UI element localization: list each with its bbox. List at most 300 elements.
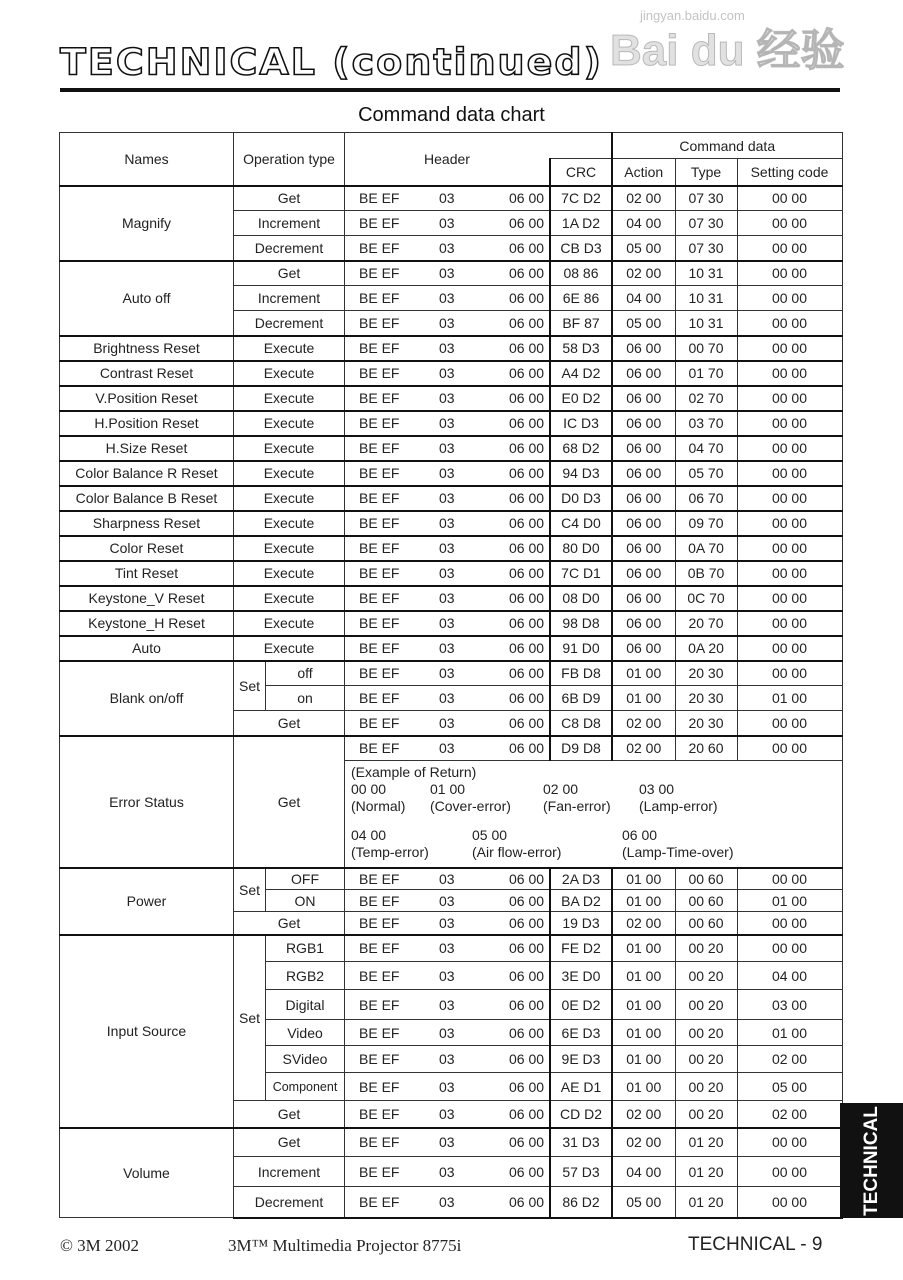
operation-type: Execute (234, 511, 345, 536)
header-bytes (345, 912, 551, 935)
header-bytes (345, 1020, 551, 1046)
header-bytes-group (345, 968, 549, 984)
header-bytes (345, 261, 551, 286)
action-value: 04 00 (612, 286, 675, 311)
action-value: 06 00 (612, 611, 675, 636)
type-value: 00 20 (675, 990, 737, 1020)
crc-value: 94 D3 (550, 461, 612, 486)
type-value: 20 30 (675, 711, 737, 736)
crc-value: 7C D2 (550, 186, 612, 211)
header-byte: BE EF (359, 1024, 400, 1041)
setting-code-value: 00 00 (737, 935, 842, 962)
table-row (60, 461, 843, 486)
operation-type: Execute (234, 336, 345, 361)
header-byte: 03 (439, 1134, 455, 1151)
operation-type: Execute (234, 386, 345, 411)
command-name: Error Status (60, 736, 234, 868)
header-byte: 06 00 (509, 590, 545, 606)
table-row (60, 336, 843, 361)
setting-code-value: 00 00 (737, 236, 842, 261)
table-row (60, 636, 843, 661)
command-name: Color Balance R Reset (60, 461, 234, 486)
header-byte: BE EF (359, 515, 400, 531)
setting-code-value: 01 00 (737, 890, 842, 912)
crc-value: 9E D3 (550, 1046, 612, 1073)
example-value: 04 00 (351, 827, 387, 843)
header-byte: BE EF (359, 1193, 400, 1210)
header-byte: 03 (439, 540, 455, 556)
header-bytes (345, 1157, 551, 1187)
setting-code-value: 00 00 (737, 536, 842, 561)
command-name: V.Position Reset (60, 386, 234, 411)
header-byte: 03 (439, 465, 455, 481)
setting-code-value: 00 00 (737, 611, 842, 636)
table-row (60, 486, 843, 511)
header-byte: BE EF (359, 1078, 400, 1095)
command-name: Magnify (60, 186, 234, 261)
header-byte: 03 (439, 565, 455, 581)
setting-code-value: 00 00 (737, 211, 842, 236)
action-value: 01 00 (612, 890, 675, 912)
crc-value: 1A D2 (550, 211, 612, 236)
table-row (60, 935, 843, 962)
header-byte: BE EF (359, 615, 400, 631)
type-value: 04 70 (675, 436, 737, 461)
setting-code-value: 00 00 (737, 286, 842, 311)
table-row (60, 1128, 843, 1157)
header-byte: 06 00 (509, 940, 545, 957)
header-byte: 06 00 (509, 690, 545, 706)
header-byte: 06 00 (509, 540, 545, 556)
type-value: 00 60 (675, 868, 737, 890)
header-byte: BE EF (359, 870, 400, 887)
example-line (351, 844, 836, 861)
header-byte: 06 00 (509, 996, 545, 1013)
header-byte: BE EF (359, 590, 400, 606)
header-byte: 06 00 (509, 892, 545, 909)
header-bytes (345, 990, 551, 1020)
table-row (60, 361, 843, 386)
header-bytes-group (345, 940, 549, 956)
col-header-header: Header (345, 133, 551, 186)
table-row (60, 736, 843, 761)
setting-code-value: 00 00 (737, 1128, 842, 1157)
crc-value: BF 87 (550, 311, 612, 336)
header-byte: 06 00 (509, 565, 545, 581)
section-tab-label: TECHNICAL (860, 1105, 882, 1216)
header-byte: BE EF (359, 440, 400, 456)
type-value: 01 20 (675, 1128, 737, 1157)
spacer (351, 815, 836, 827)
header-byte: BE EF (359, 490, 400, 506)
header-bytes-group (345, 997, 549, 1013)
col-header-setting-code: Setting code (737, 159, 842, 186)
example-value: 02 00 (543, 781, 579, 797)
header-byte: 06 00 (509, 665, 545, 682)
header-byte: 03 (439, 290, 455, 306)
header-bytes (345, 1073, 551, 1101)
setting-code-value: 00 00 (737, 912, 842, 935)
header-bytes-group (345, 540, 549, 556)
command-data-table (59, 132, 843, 1219)
header-byte: 06 00 (509, 290, 545, 306)
action-value: 01 00 (612, 990, 675, 1020)
example-value: 03 00 (639, 781, 675, 797)
crc-value: 08 D0 (550, 586, 612, 611)
type-value: 01 20 (675, 1157, 737, 1187)
example-line (351, 798, 836, 815)
table-row (60, 261, 843, 286)
type-value: 00 20 (675, 1020, 737, 1046)
header-bytes-group (345, 240, 549, 256)
crc-value: 31 D3 (550, 1128, 612, 1157)
action-value: 01 00 (612, 868, 675, 890)
operation-type: Execute (234, 636, 345, 661)
type-value: 07 30 (675, 211, 737, 236)
header-byte: 06 00 (509, 515, 545, 531)
table-row (60, 186, 843, 211)
type-value: 00 20 (675, 1073, 737, 1101)
example-title: (Example of Return) (351, 764, 477, 780)
action-value: 06 00 (612, 461, 675, 486)
operation-subtype: off (266, 661, 345, 686)
header-bytes-group (345, 1134, 549, 1150)
setting-code-value: 00 00 (737, 561, 842, 586)
title-rule (60, 88, 840, 92)
crc-value: CD D2 (550, 1101, 612, 1128)
crc-value: 58 D3 (550, 336, 612, 361)
type-value: 01 70 (675, 361, 737, 386)
header-bytes-group (345, 1025, 549, 1041)
header-bytes (345, 1046, 551, 1073)
operation-type: Decrement (234, 1187, 345, 1218)
setting-code-value: 00 00 (737, 311, 842, 336)
command-name: Auto (60, 636, 234, 661)
example-value: (Cover-error) (430, 798, 511, 814)
set-label: Set (234, 935, 266, 1101)
crc-value: AE D1 (550, 1073, 612, 1101)
action-value: 01 00 (612, 1046, 675, 1073)
action-value: 01 00 (612, 962, 675, 990)
action-value: 06 00 (612, 636, 675, 661)
setting-code-value: 00 00 (737, 1187, 842, 1218)
setting-code-value: 01 00 (737, 686, 842, 711)
table-row (60, 561, 843, 586)
action-value: 06 00 (612, 486, 675, 511)
header-byte: 03 (439, 365, 455, 381)
type-value: 01 20 (675, 1187, 737, 1218)
header-bytes (345, 935, 551, 962)
table-row (60, 511, 843, 536)
crc-value: BA D2 (550, 890, 612, 912)
header-byte: 06 00 (509, 714, 545, 731)
header-byte: BE EF (359, 1051, 400, 1067)
table-row (60, 611, 843, 636)
table-row (60, 536, 843, 561)
header-byte: BE EF (359, 967, 400, 984)
header-bytes (345, 1128, 551, 1157)
header-byte: 03 (439, 239, 455, 256)
command-name: Keystone_H Reset (60, 611, 234, 636)
header-bytes-group (345, 615, 549, 631)
action-value: 02 00 (612, 1101, 675, 1128)
header-byte: BE EF (359, 892, 400, 909)
action-value: 01 00 (612, 935, 675, 962)
operation-type: Decrement (234, 236, 345, 261)
example-value: (Lamp-error) (639, 798, 718, 814)
table-row (60, 586, 843, 611)
page-title: TECHNICAL (continued) (60, 41, 603, 83)
header-byte: 03 (439, 615, 455, 631)
header-byte: 06 00 (509, 1134, 545, 1151)
action-value: 01 00 (612, 1020, 675, 1046)
command-name: Input Source (60, 935, 234, 1128)
table-row (60, 868, 843, 890)
type-value: 10 31 (675, 311, 737, 336)
setting-code-value: 00 00 (737, 386, 842, 411)
crc-value: D9 D8 (550, 736, 612, 761)
header-bytes-group (345, 871, 549, 887)
header-byte: 03 (439, 996, 455, 1013)
command-name: Color Balance B Reset (60, 486, 234, 511)
setting-code-value: 04 00 (737, 962, 842, 990)
action-value: 05 00 (612, 236, 675, 261)
header-bytes-group (345, 665, 549, 681)
header-byte: 06 00 (509, 365, 545, 381)
type-value: 0B 70 (675, 561, 737, 586)
type-value: 00 20 (675, 935, 737, 962)
header-bytes-group (345, 390, 549, 406)
header-byte: 03 (439, 967, 455, 984)
header-bytes (345, 1187, 551, 1218)
setting-code-value: 00 00 (737, 868, 842, 890)
header-bytes-group (345, 340, 549, 356)
example-value: 00 00 (351, 781, 387, 797)
action-value: 06 00 (612, 561, 675, 586)
header-byte: BE EF (359, 365, 400, 381)
setting-code-value: 05 00 (737, 1073, 842, 1101)
example-value: (Fan-error) (543, 798, 611, 814)
col-header-command-data: Command data (612, 133, 842, 159)
watermark-logo: Bai du 经验 (610, 26, 845, 75)
crc-value: 80 D0 (550, 536, 612, 561)
header-byte: 03 (439, 640, 455, 656)
command-name: Auto off (60, 261, 234, 336)
header-byte: 06 00 (509, 1193, 545, 1210)
header-bytes (345, 411, 551, 436)
header-byte: 03 (439, 740, 455, 757)
header-byte: BE EF (359, 340, 400, 356)
command-name: Contrast Reset (60, 361, 234, 386)
header-byte: 03 (439, 870, 455, 887)
header-byte: 03 (439, 714, 455, 731)
header-byte: 06 00 (509, 465, 545, 481)
table-row (60, 386, 843, 411)
header-byte: 03 (439, 440, 455, 456)
header-bytes (345, 486, 551, 511)
setting-code-value: 00 00 (737, 336, 842, 361)
header-bytes (345, 686, 551, 711)
header-byte: 03 (439, 1078, 455, 1095)
operation-subtype: Video (266, 1020, 345, 1046)
crc-value: FE D2 (550, 935, 612, 962)
crc-value: 19 D3 (550, 912, 612, 935)
example-value: (Air flow-error) (472, 844, 562, 860)
action-value: 05 00 (612, 1187, 675, 1218)
crc-value: 0E D2 (550, 990, 612, 1020)
header-byte: 03 (439, 314, 455, 331)
header-byte: BE EF (359, 190, 400, 207)
action-value: 04 00 (612, 1157, 675, 1187)
setting-code-value: 00 00 (737, 486, 842, 511)
type-value: 0A 70 (675, 536, 737, 561)
header-byte: 06 00 (509, 914, 545, 931)
command-name: H.Size Reset (60, 436, 234, 461)
header-byte: BE EF (359, 314, 400, 331)
col-header-crc: CRC (550, 159, 612, 186)
header-byte: 03 (439, 190, 455, 207)
operation-subtype: Digital (266, 990, 345, 1020)
action-value: 06 00 (612, 436, 675, 461)
header-bytes (345, 736, 551, 761)
operation-type: Get (234, 261, 345, 286)
action-value: 02 00 (612, 711, 675, 736)
action-value: 06 00 (612, 511, 675, 536)
setting-code-value: 00 00 (737, 461, 842, 486)
watermark-url: jingyan.baidu.com (640, 8, 745, 23)
header-bytes-group (345, 415, 549, 431)
header-byte: BE EF (359, 690, 400, 706)
header-byte: BE EF (359, 1163, 400, 1180)
header-byte: 03 (439, 1105, 455, 1122)
col-header-type: Type (675, 159, 737, 186)
header-byte: 06 00 (509, 440, 545, 456)
header-bytes-group (345, 365, 549, 381)
operation-type: Get (234, 736, 345, 868)
setting-code-value: 00 00 (737, 361, 842, 386)
header-byte: BE EF (359, 996, 400, 1013)
setting-code-value: 00 00 (737, 636, 842, 661)
header-byte: 06 00 (509, 870, 545, 887)
operation-type: Execute (234, 536, 345, 561)
header-byte: 03 (439, 940, 455, 957)
header-bytes (345, 586, 551, 611)
header-bytes (345, 536, 551, 561)
header-bytes (345, 661, 551, 686)
type-value: 05 70 (675, 461, 737, 486)
example-of-return (345, 761, 843, 868)
operation-type: Increment (234, 1157, 345, 1187)
operation-type: Execute (234, 586, 345, 611)
crc-value: 2A D3 (550, 868, 612, 890)
operation-type: Execute (234, 561, 345, 586)
col-header-operation-type: Operation type (234, 133, 345, 186)
header-byte: 06 00 (509, 340, 545, 356)
operation-type: Get (234, 186, 345, 211)
header-bytes-group (345, 1079, 549, 1095)
setting-code-value: 00 00 (737, 661, 842, 686)
header-bytes (345, 311, 551, 336)
crc-value: CB D3 (550, 236, 612, 261)
header-bytes-group (345, 915, 549, 931)
header-bytes (345, 461, 551, 486)
header-byte: 03 (439, 892, 455, 909)
action-value: 06 00 (612, 411, 675, 436)
operation-type: Increment (234, 286, 345, 311)
header-byte: 03 (439, 415, 455, 431)
header-byte: 03 (439, 215, 455, 231)
action-value: 06 00 (612, 336, 675, 361)
setting-code-value: 02 00 (737, 1101, 842, 1128)
command-name: Color Reset (60, 536, 234, 561)
type-value: 00 60 (675, 890, 737, 912)
header-byte: 03 (439, 340, 455, 356)
example-value: (Lamp-Time-over) (622, 844, 734, 860)
header-byte: 06 00 (509, 490, 545, 506)
header-byte: 06 00 (509, 215, 545, 231)
operation-type: Execute (234, 611, 345, 636)
header-byte: BE EF (359, 565, 400, 581)
type-value: 00 20 (675, 1046, 737, 1073)
setting-code-value: 00 00 (737, 586, 842, 611)
setting-code-value: 00 00 (737, 436, 842, 461)
header-byte: 06 00 (509, 740, 545, 757)
header-bytes-group (345, 740, 549, 756)
crc-value: 57 D3 (550, 1157, 612, 1187)
header-byte: BE EF (359, 540, 400, 556)
example-value: 06 00 (622, 827, 658, 843)
crc-value: A4 D2 (550, 361, 612, 386)
setting-code-value: 00 00 (737, 261, 842, 286)
header-byte: 06 00 (509, 314, 545, 331)
header-bytes (345, 211, 551, 236)
col-header-names: Names (60, 133, 234, 186)
action-value: 06 00 (612, 536, 675, 561)
type-value: 07 30 (675, 186, 737, 211)
command-name: H.Position Reset (60, 411, 234, 436)
header-byte: 06 00 (509, 415, 545, 431)
header-bytes-group (345, 190, 549, 206)
crc-value: 6E 86 (550, 286, 612, 311)
crc-value: 08 86 (550, 261, 612, 286)
crc-value: D0 D3 (550, 486, 612, 511)
type-value: 20 70 (675, 611, 737, 636)
operation-type: Execute (234, 411, 345, 436)
header-bytes-group (345, 515, 549, 531)
operation-type: Get (234, 711, 345, 736)
type-value: 07 30 (675, 236, 737, 261)
header-byte: BE EF (359, 290, 400, 306)
setting-code-value: 00 00 (737, 186, 842, 211)
setting-code-value: 02 00 (737, 1046, 842, 1073)
header-bytes (345, 236, 551, 261)
header-bytes-group (345, 290, 549, 306)
header-byte: BE EF (359, 914, 400, 931)
table-row (60, 436, 843, 461)
header-byte: BE EF (359, 640, 400, 656)
header-bytes-group (345, 465, 549, 481)
crc-value: 6B D9 (550, 686, 612, 711)
type-value: 0C 70 (675, 586, 737, 611)
header-byte: BE EF (359, 1105, 400, 1122)
crc-value: 3E D0 (550, 962, 612, 990)
header-bytes (345, 286, 551, 311)
action-value: 02 00 (612, 1128, 675, 1157)
type-value: 20 60 (675, 736, 737, 761)
operation-type: Get (234, 912, 345, 935)
header-byte: 06 00 (509, 390, 545, 406)
header-bytes-group (345, 490, 549, 506)
